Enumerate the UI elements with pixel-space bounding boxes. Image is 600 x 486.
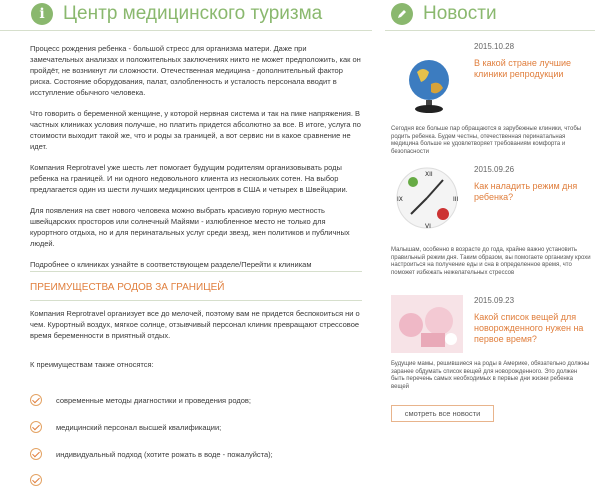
- list-item: [30, 474, 56, 486]
- check-icon: [30, 448, 42, 460]
- clinics-link[interactable]: Подробнее о клиниках узнайте в соответствующем разделе/Перейти к клиникам: [30, 260, 312, 269]
- news-date: 2015.09.26: [474, 165, 515, 174]
- svg-text:XII: XII: [425, 171, 433, 178]
- check-icon: [30, 394, 42, 406]
- news-column: [385, 0, 600, 479]
- news-link[interactable]: В какой стране лучшие клиники репродукции: [474, 58, 572, 79]
- news-excerpt: Сегодня все больше пар обращаются в зарубежные клиники, чтобы родить ребенка. Будем честны, отечественная перинатальная медицина больше не удовлетворяет требованиям комфорта и безопасности: [391, 126, 582, 155]
- check-icon: [30, 421, 42, 433]
- header-divider: [385, 30, 595, 31]
- paragraph: Для появления на свет нового человека можно выбрать красивую горную местность швейцарских просторов или солнечный Майями - излюбленное место не только для курортного отдыха, но и для перинатальных услуг среди звезд, жен политиков и публичных людей.: [30, 206, 350, 248]
- intro-text: [30, 43, 362, 270]
- svg-text:IX: IX: [397, 196, 403, 203]
- svg-text:VI: VI: [425, 223, 431, 230]
- section-divider: [30, 271, 362, 272]
- section-subheading: ПРЕИМУЩЕСТВА РОДОВ ЗА ГРАНИЦЕЙ: [30, 282, 225, 293]
- news-link[interactable]: Какой список вещей для новорожденного нужен на первое время?: [474, 312, 584, 344]
- globe-image[interactable]: [391, 50, 463, 118]
- news-title: Новости: [423, 3, 497, 24]
- main-header: [31, 0, 322, 28]
- clock-plate-image[interactable]: [391, 164, 463, 232]
- paragraph: Компания Reprotravel уже шесть лет помогает будущим родителям организовывать роды ребенка на границей. И ни одного недовольного клиента из нескольких сотен. На выбор предлагается один из шести лучших медицинских центров в США и четырех в Швейцарии.: [30, 163, 348, 194]
- news-date: 2015.09.23: [474, 296, 515, 305]
- advantages-paragraph: Компания Reprotravel организует все до мелочей, поэтому вам не придется беспокоиться ни о чем. Курортный воздух, мягкое солнце, отзывчивый персонал клиник превращают стрессовое время беременности в приятный отдых.: [30, 309, 360, 340]
- info-icon: i: [31, 3, 53, 25]
- page-title: Центр медицинского туризма: [63, 3, 323, 24]
- list-intro: К преимуществам также относятся:: [30, 360, 154, 369]
- paragraph: Что говорить о беременной женщине, у которой нервная система и так на пике напряжения. В частных клиниках условия получше, но платить придется абсолютно за все. В итоге, услуга по стоимости выходит такой же, что и роды за границей, а вот сервис ни в какое сравнение не идет.: [30, 109, 361, 151]
- list-item: современные методы диагностики и проведения родов;: [30, 394, 251, 406]
- baby-items-image[interactable]: [391, 295, 463, 353]
- header-divider: [0, 30, 372, 31]
- news-excerpt: Малышам, особенно в возрасте до года, крайне важно установить правильный режим дня. Таким образом, вы помогаете организму крохи настроиться на получение еды и сна в определенное время, что поможет избежать нежелательных стрессов: [391, 247, 591, 276]
- list-item: индивидуальный подход (хотите рожать в воде - пожалуйста);: [30, 448, 273, 460]
- svg-text:III: III: [453, 196, 459, 203]
- news-link[interactable]: Как наладить режим дня ребенка?: [474, 181, 578, 202]
- news-date: 2015.10.28: [474, 42, 515, 51]
- pencil-icon: [391, 3, 413, 25]
- paragraph: Процесс рождения ребенка - большой стресс для организма матери. Даже при замечательных анализах и положительных заключениях никто не может предположить, как он пройдёт, не возникнут ли сложности. Отечественная медицина - дополнительный фактор риска. Состояние оборудования, палат, озлобленность и усталость персонала вводит в исступление обычного человека.: [30, 44, 361, 97]
- news-excerpt: Будущие мамы, решившиеся на роды в Америке, обязательно должны заранее обдумать список вещей для новорожденного. Это должен быть перечень самых необходимых в первые дни жизни ребенка вещей: [391, 361, 590, 390]
- news-header: [391, 0, 497, 28]
- section-divider: [30, 300, 362, 301]
- list-item: медицинский персонал высшей квалификации;: [30, 421, 221, 433]
- check-icon: [30, 474, 42, 486]
- all-news-button[interactable]: смотреть все новости: [391, 405, 494, 422]
